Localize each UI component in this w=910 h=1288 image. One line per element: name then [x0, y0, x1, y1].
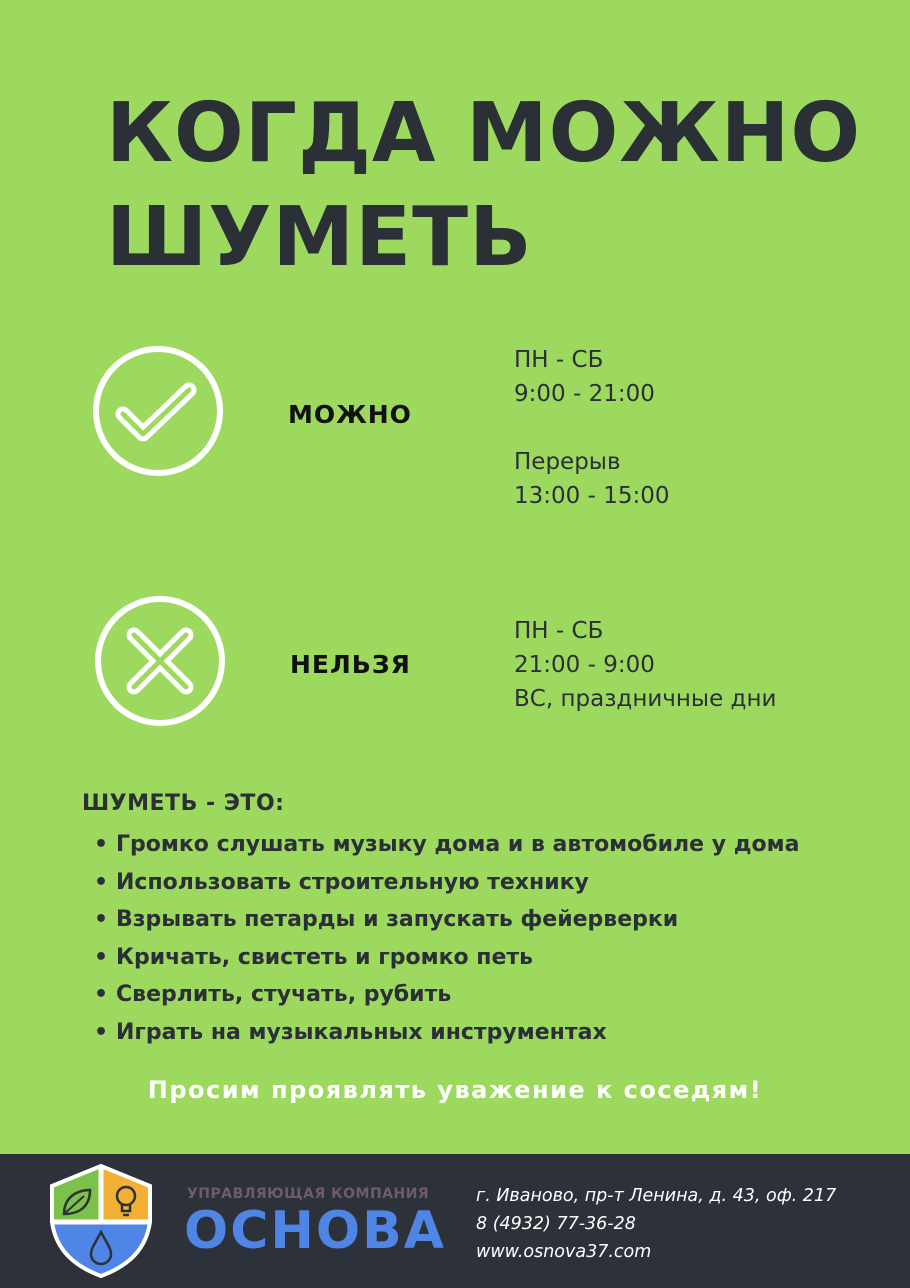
- list-item: [94, 901, 799, 939]
- list-item: [94, 976, 799, 1014]
- company-name: ОСНОВА: [184, 1201, 446, 1261]
- cross-circle-icon: [95, 596, 225, 726]
- title-line-2: ШУМЕТЬ: [106, 190, 533, 285]
- bullet: •: [94, 832, 109, 857]
- footer: [0, 1154, 910, 1288]
- forbidden-hours: 21:00 - 9:00: [514, 652, 655, 678]
- company-subtitle: УПРАВЛЯЮЩАЯ КОМПАНИЯ: [187, 1186, 430, 1202]
- list-item: [94, 939, 799, 977]
- list-item: [94, 826, 799, 864]
- list-item-text: Громко слушать музыку дома и в автомобиле у дома: [116, 832, 800, 857]
- bullet: •: [94, 869, 109, 895]
- list-item: [94, 1014, 799, 1052]
- list-item-text: Играть на музыкальных инструментах: [116, 1019, 607, 1045]
- forbidden-label: НЕЛЬЗЯ: [290, 650, 411, 679]
- appeal-text: Просим проявлять уважение к соседям!: [147, 1076, 763, 1104]
- allowed-schedule: [514, 343, 670, 513]
- bullet: •: [94, 982, 109, 1007]
- break-label: Перерыв: [514, 449, 621, 475]
- list-item-text: Сверлить, стучать, рубить: [116, 982, 452, 1007]
- page-title: [106, 82, 866, 290]
- bullet: •: [94, 1019, 109, 1045]
- check-circle-icon: [93, 346, 223, 476]
- website-link[interactable]: www.osnova37.com: [476, 1242, 652, 1262]
- allowed-days: ПН - СБ: [514, 347, 604, 373]
- forbidden-days: ПН - СБ: [514, 618, 604, 644]
- list-item-text: Использовать строительную технику: [116, 869, 589, 895]
- company-logo: [46, 1162, 156, 1280]
- list-item: [94, 864, 799, 902]
- title-line-1: КОГДА МОЖНО: [106, 86, 862, 181]
- bullet: •: [94, 944, 109, 970]
- phone[interactable]: 8 (4932) 77-36-28: [476, 1214, 636, 1234]
- contacts: [476, 1182, 836, 1266]
- allowed-label: МОЖНО: [288, 400, 412, 429]
- address: г. Иваново, пр-т Ленина, д. 43, оф. 217: [476, 1186, 837, 1206]
- break-hours: 13:00 - 15:00: [514, 483, 670, 509]
- forbidden-schedule: [514, 614, 776, 716]
- list-item-text: Кричать, свистеть и громко петь: [116, 944, 534, 970]
- allowed-hours: 9:00 - 21:00: [514, 381, 655, 407]
- noise-list: [94, 826, 799, 1051]
- bullet: •: [94, 907, 109, 932]
- list-item-text: Взрывать петарды и запускать фейерверки: [116, 907, 679, 932]
- forbidden-extra: ВС, праздничные дни: [514, 686, 777, 712]
- noise-heading: ШУМЕТЬ - ЭТО:: [82, 791, 285, 816]
